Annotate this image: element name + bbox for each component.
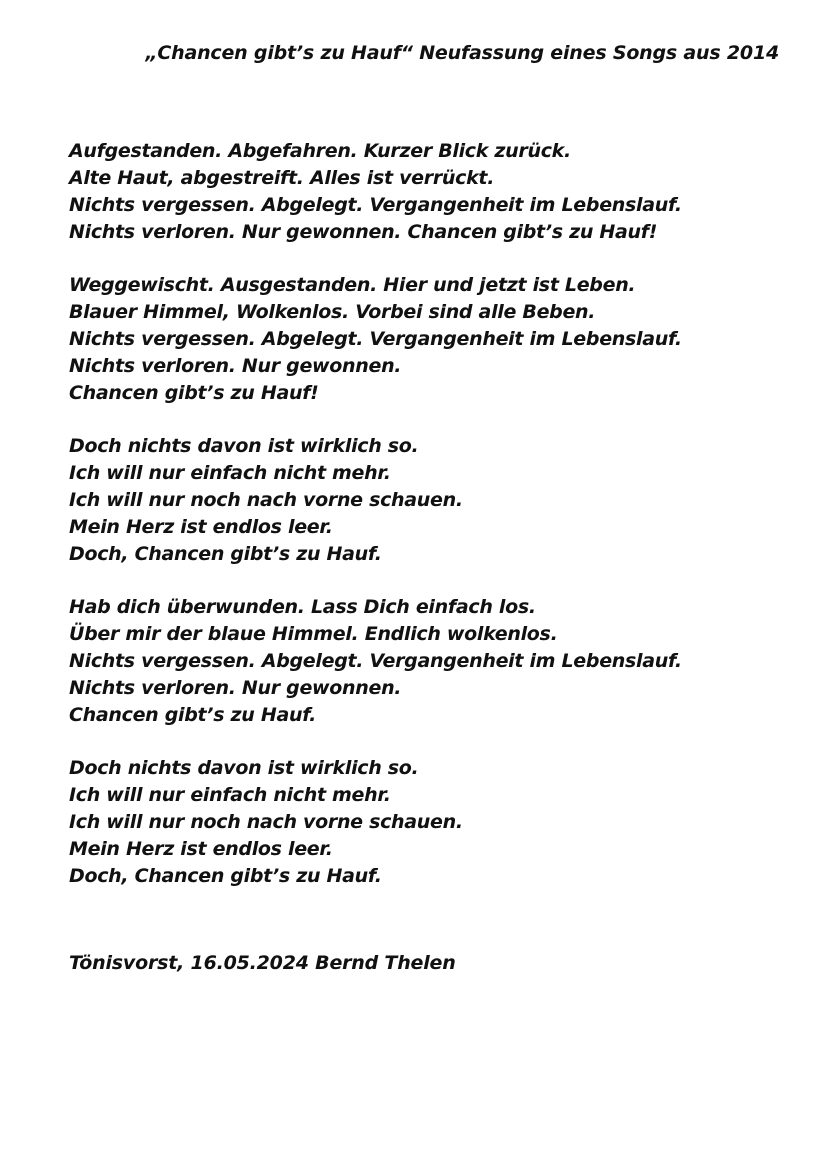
poem-line: Mein Herz ist endlos leer. — [69, 838, 333, 860]
poem-line: Mein Herz ist endlos leer. — [69, 516, 333, 538]
poem-line: Blauer Himmel, Wolkenlos. Vorbei sind alle Beben. — [69, 301, 596, 323]
stanza-4 — [69, 594, 789, 729]
signature-line: Tönisvorst, 16.05.2024 Bernd Thelen — [69, 952, 456, 974]
poem-line: Doch, Chancen gibt’s zu Hauf. — [69, 543, 382, 565]
stanza-3 — [69, 433, 789, 568]
poem-line: Nichts vergessen. Abgelegt. Vergangenheit im Lebenslauf. — [69, 328, 682, 350]
poem-line: Alte Haut, abgestreift. Alles ist verrückt. — [69, 167, 495, 189]
poem-line: Weggewischt. Ausgestanden. Hier und jetzt ist Leben. — [69, 274, 636, 296]
stanza-5 — [69, 755, 789, 890]
stanza-1 — [69, 138, 789, 246]
poem-line: Über mir der blaue Himmel. Endlich wolkenlos. — [69, 623, 558, 645]
poem-line: Hab dich überwunden. Lass Dich einfach los. — [69, 596, 536, 618]
poem-line: Aufgestanden. Abgefahren. Kurzer Blick zurück. — [69, 140, 571, 162]
poem-line: Doch nichts davon ist wirklich so. — [69, 435, 419, 457]
poem-line: Ich will nur noch nach vorne schauen. — [69, 811, 463, 833]
stanza-2 — [69, 272, 789, 407]
poem-line: Nichts vergessen. Abgelegt. Vergangenheit im Lebenslauf. — [69, 650, 682, 672]
poem-line: Ich will nur noch nach vorne schauen. — [69, 489, 463, 511]
poem-line: Ich will nur einfach nicht mehr. — [69, 462, 391, 484]
poem-line: Doch nichts davon ist wirklich so. — [69, 757, 419, 779]
poem-line: Chancen gibt’s zu Hauf. — [69, 704, 317, 726]
poem-body — [69, 138, 789, 916]
poem-line: Nichts verloren. Nur gewonnen. — [69, 355, 402, 377]
poem-line: Nichts vergessen. Abgelegt. Vergangenheit im Lebenslauf. — [69, 194, 682, 216]
poem-line: Nichts verloren. Nur gewonnen. — [69, 677, 402, 699]
document-title: „Chancen gibt’s zu Hauf“ Neufassung eines Songs aus 2014 — [145, 42, 779, 64]
poem-line: Chancen gibt’s zu Hauf! — [69, 382, 319, 404]
poem-line: Ich will nur einfach nicht mehr. — [69, 784, 391, 806]
poem-line: Doch, Chancen gibt’s zu Hauf. — [69, 865, 382, 887]
poem-line: Nichts verloren. Nur gewonnen. Chancen gibt’s zu Hauf! — [69, 221, 658, 243]
